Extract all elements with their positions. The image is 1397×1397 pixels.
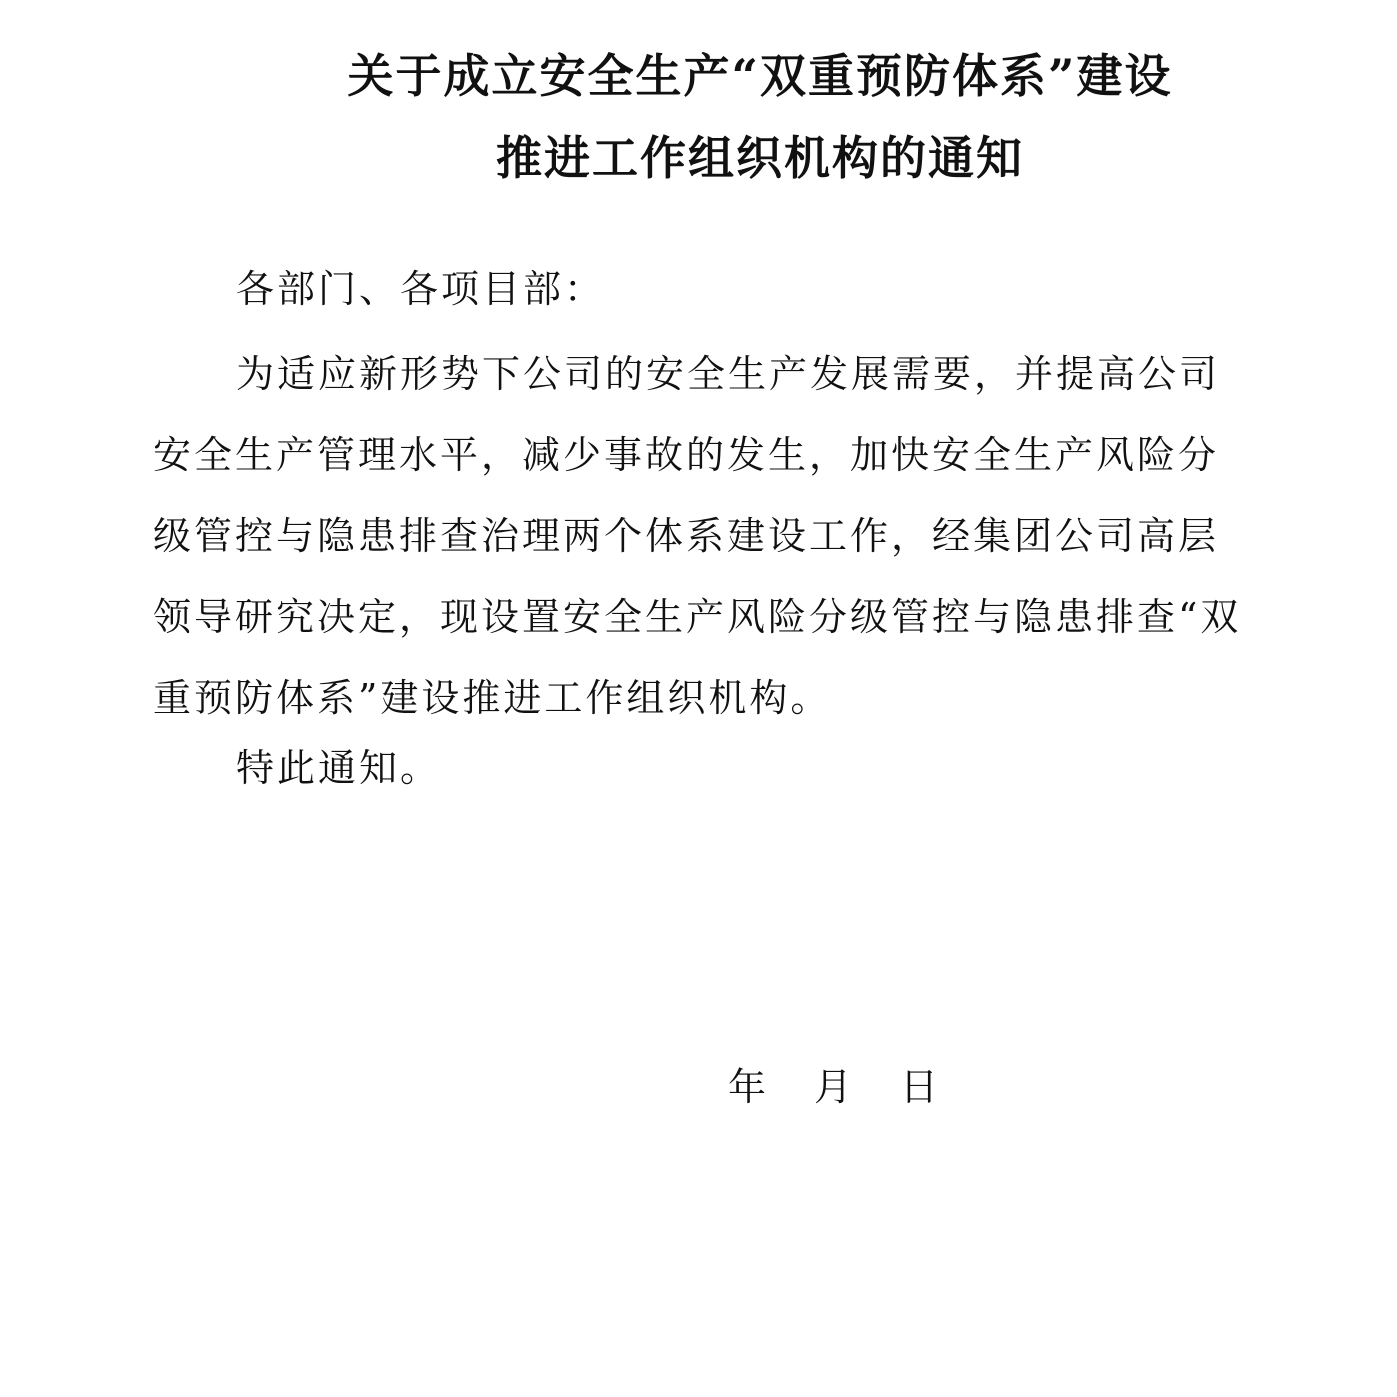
date-year-label: 年	[728, 1065, 767, 1109]
body-line: 安全生产管理水平，减少事故的发生，加快安全生产风险分	[153, 433, 1220, 477]
document-title-line-2: 推进工作组织机构的通知	[496, 131, 1024, 185]
body-line: 级管控与隐患排查治理两个体系建设工作，经集团公司高层	[153, 514, 1220, 558]
date-line	[728, 1056, 938, 1111]
closing-remark: 特此通知。	[236, 746, 442, 790]
body-paragraph	[153, 334, 1253, 739]
document-title-line-1: 关于成立安全生产“双重预防体系”建设	[347, 49, 1173, 103]
body-line: 领导研究决定，现设置安全生产风险分级管控与隐患排查“双	[153, 595, 1242, 639]
body-line: 重预防体系”建设推进工作组织机构。	[153, 676, 832, 720]
date-day-label: 日	[900, 1065, 939, 1109]
body-line: 为适应新形势下公司的安全生产发展需要，并提高公司	[236, 352, 1221, 396]
date-month-label: 月	[814, 1065, 853, 1109]
salutation: 各部门、各项目部：	[236, 267, 606, 311]
